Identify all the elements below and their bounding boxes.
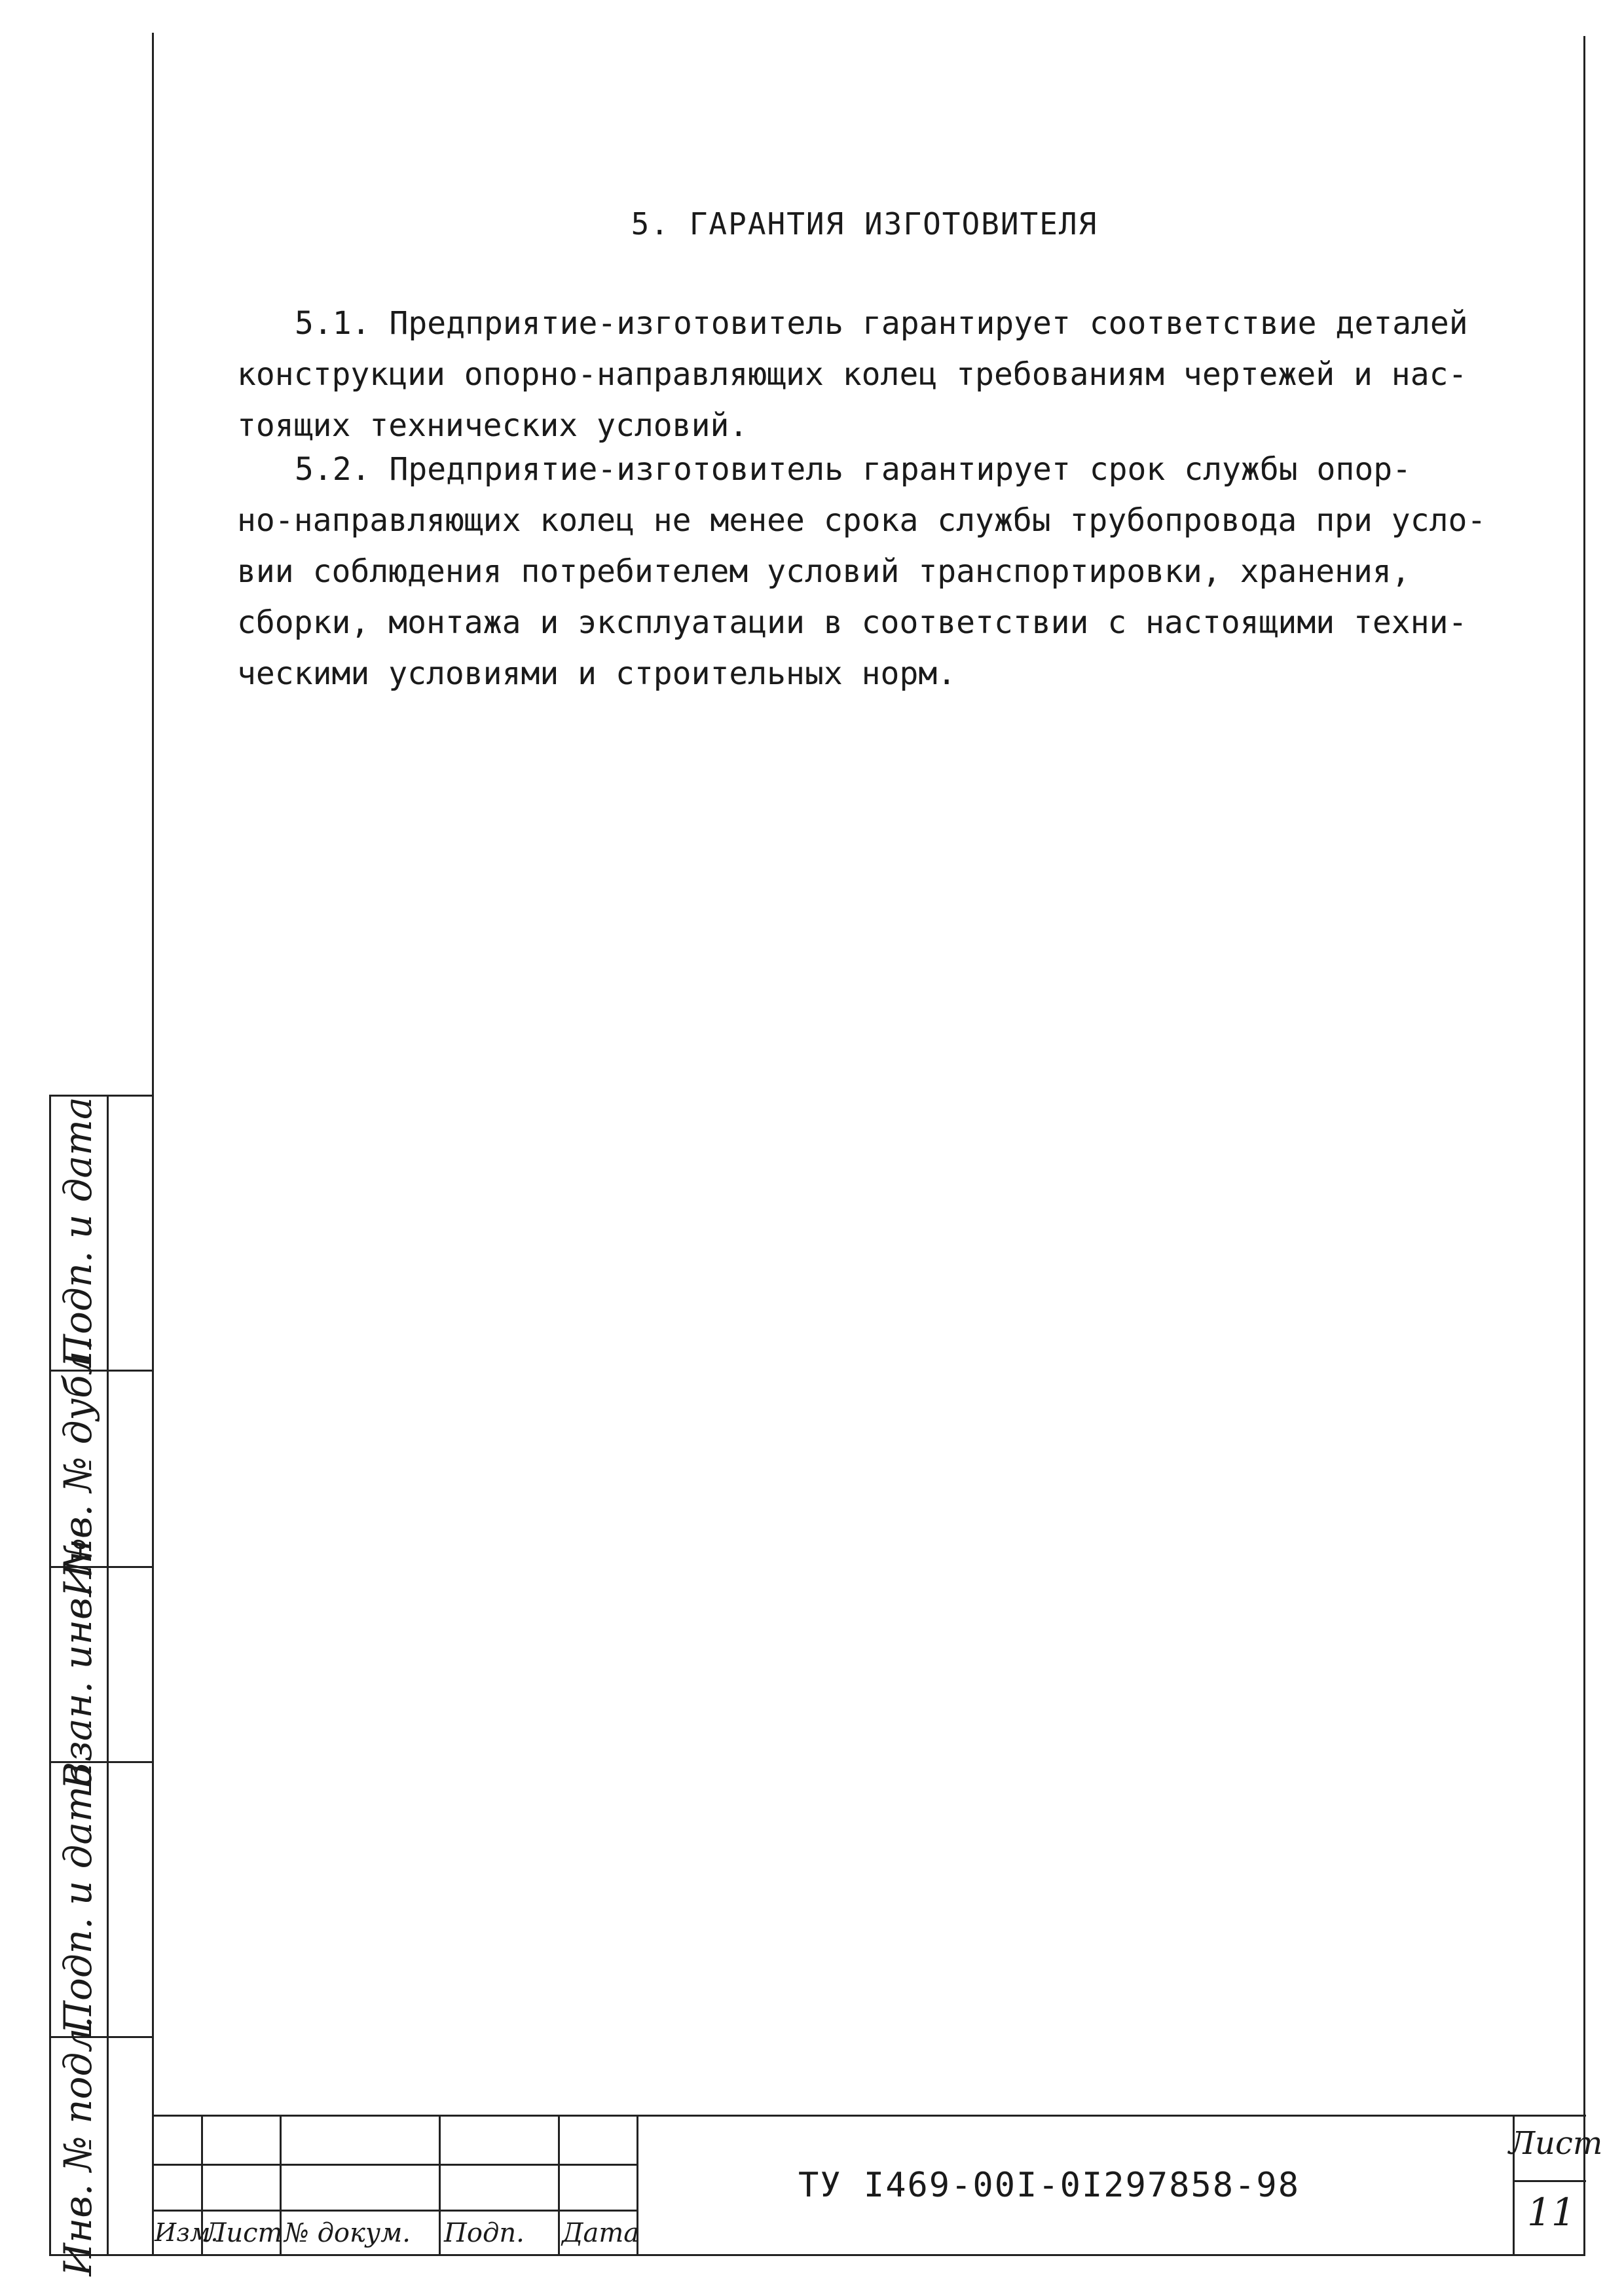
paragraph-line: но-направляющих колец не менее срока службы трубопровода при усло-: [237, 502, 1486, 539]
title-block-col-line: [558, 2115, 560, 2255]
col-label-change: Изм.: [155, 2218, 219, 2247]
stamp-cell-dup-inv: [49, 1339, 107, 1597]
stamp-divider-line: [107, 1095, 109, 2256]
title-block-row-line: [152, 2164, 637, 2166]
paragraph-line: сборки, монтажа и эксплуатации в соответствии с настоящими техни-: [237, 604, 1467, 641]
paragraph-line: ческими условиями и строительных норм.: [237, 655, 957, 692]
sheet-label: Лист: [1509, 2125, 1603, 2162]
col-label-date: Дата: [562, 2218, 640, 2248]
section-heading: 5. ГАРАНТИЯ ИЗГОТОВИТЕЛЯ: [631, 206, 1098, 242]
title-block: [152, 2115, 1603, 2255]
stamp-label: Инв. № подл.: [56, 2016, 100, 2276]
title-block-row-line: [152, 2210, 637, 2212]
sheet-number: 11: [1527, 2190, 1576, 2234]
frame-right-line: [1583, 36, 1585, 2255]
col-label-sheet: Лист: [204, 2218, 283, 2248]
paragraph-line: 5.1. Предприятие-изготовитель гарантирует соответствие деталей: [295, 305, 1468, 342]
paragraph-line: тоящих технических условий.: [237, 407, 748, 444]
title-block-sheet-line: [1514, 2180, 1586, 2182]
paragraph-5-2: [237, 444, 1560, 699]
stamp-cell-sign-date: [49, 1095, 107, 1370]
title-block-col-line: [439, 2115, 441, 2255]
paragraph-5-1: [237, 298, 1560, 451]
stamp-label: Взан. инв. №: [56, 1537, 100, 1790]
stamp-label: Подп. и дата: [56, 1097, 100, 1368]
document-number: ТУ I469-00I-0I297858-98: [798, 2165, 1301, 2205]
paragraph-line: 5.2. Предприятие-изготовитель гарантирует срок службы опор-: [295, 451, 1412, 488]
stamp-cell-sign-date-2: [49, 1761, 107, 2036]
stamp-cell-orig-inv: [49, 2016, 107, 2276]
margin-stamp-table: [49, 1095, 154, 2276]
col-label-signature: Подп.: [444, 2218, 525, 2248]
paragraph-line: вии соблюдения потребителем условий транспортировки, хранения,: [237, 553, 1411, 590]
col-label-doc-no: № докум.: [284, 2218, 411, 2248]
paragraph-line: конструкции опорно-направляющих колец требованиям чертежей и нас-: [237, 356, 1467, 393]
stamp-cell-exch-inv: [49, 1537, 107, 1790]
stamp-label: Инв. № дубл.: [56, 1339, 100, 1597]
stamp-label: Подп. и дата: [56, 1763, 100, 2034]
